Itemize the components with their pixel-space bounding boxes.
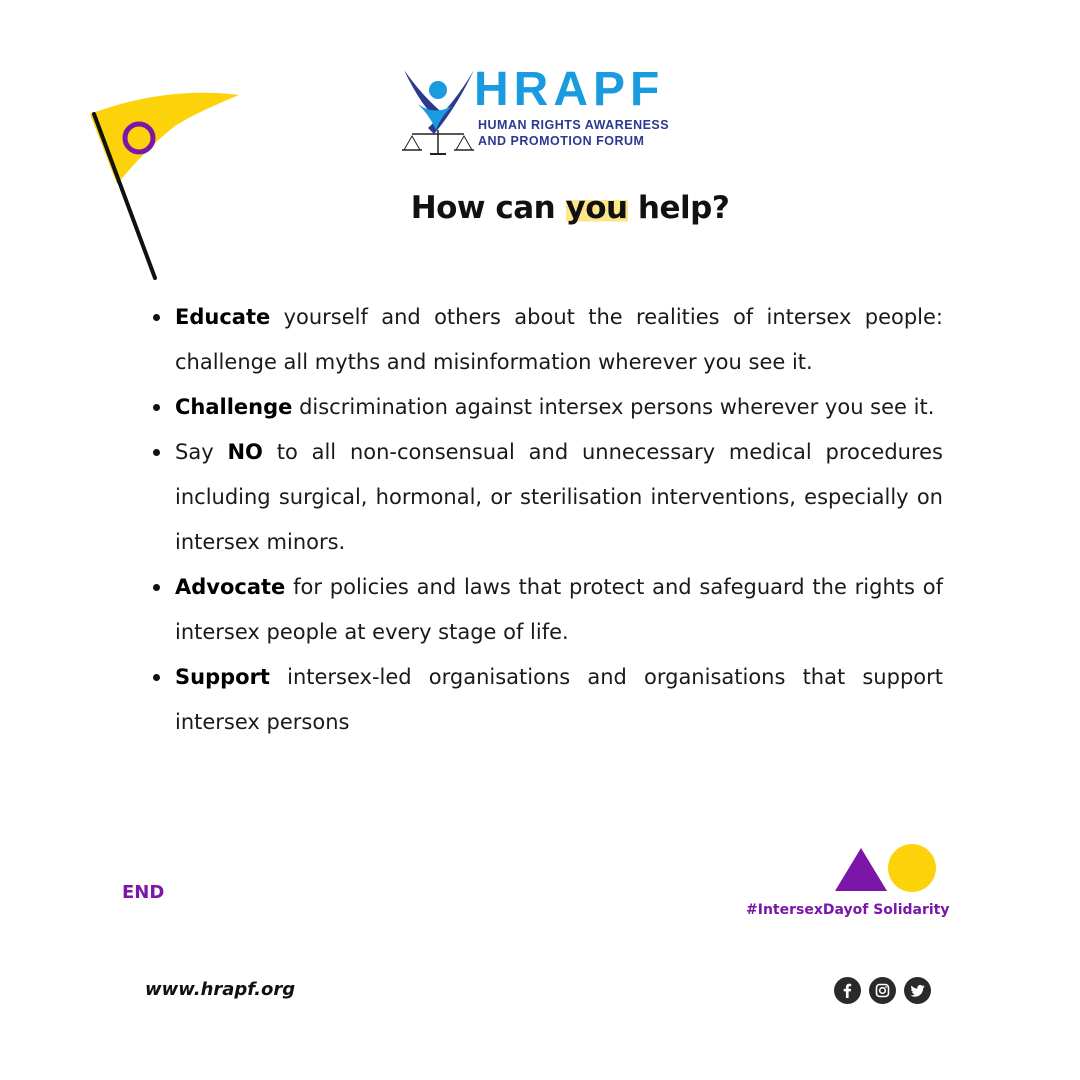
logo-subtitle-line2: AND PROMOTION FORUM — [478, 134, 645, 148]
list-item-advocate — [175, 565, 943, 655]
hrapf-logo-mark-icon — [400, 64, 480, 160]
hrapf-logo — [400, 64, 690, 160]
item-keyword: Educate — [175, 305, 271, 329]
help-list — [175, 295, 943, 745]
list-item-say-no — [175, 430, 943, 565]
social-links — [834, 977, 931, 1004]
end-label: END — [122, 882, 165, 903]
hashtag: #IntersexDayof Solidarity — [746, 902, 950, 918]
logo-title: HRAPF — [474, 63, 665, 116]
item-keyword: Support — [175, 665, 270, 689]
list-item-educate — [175, 295, 943, 385]
triangle-circle-icon — [834, 842, 944, 894]
instagram-icon[interactable] — [869, 977, 896, 1004]
item-text: yourself and others about the realities of intersex people: challenge all myths and misinformation wherever you see it. — [175, 305, 943, 374]
item-text: for policies and laws that protect and safeguard the rights of intersex people at every stage of life. — [175, 575, 943, 644]
website-link[interactable]: www.hrapf.org — [145, 979, 296, 1000]
list-item-challenge — [175, 385, 943, 430]
item-text: intersex-led organisations and organisations that support intersex persons — [175, 665, 943, 734]
item-keyword: Challenge — [175, 395, 293, 419]
intersex-flag-icon — [85, 88, 245, 283]
item-text: to all non-consensual and unnecessary medical procedures including surgical, hormonal, or sterilisation interventions, especially on intersex minors. — [175, 440, 943, 554]
logo-subtitle-line1: HUMAN RIGHTS AWARENESS — [478, 118, 670, 132]
title-highlight: you — [565, 190, 628, 226]
item-keyword: Advocate — [175, 575, 286, 599]
title-part-after: help? — [627, 190, 730, 226]
item-text: discrimination against intersex persons wherever you see it. — [292, 395, 935, 419]
page-title — [0, 190, 1080, 226]
list-item-support — [175, 655, 943, 745]
twitter-icon[interactable] — [904, 977, 931, 1004]
title-part-before: How can — [410, 190, 566, 226]
item-prefix: Say — [175, 440, 228, 464]
facebook-icon[interactable] — [834, 977, 861, 1004]
item-keyword: NO — [227, 440, 263, 464]
